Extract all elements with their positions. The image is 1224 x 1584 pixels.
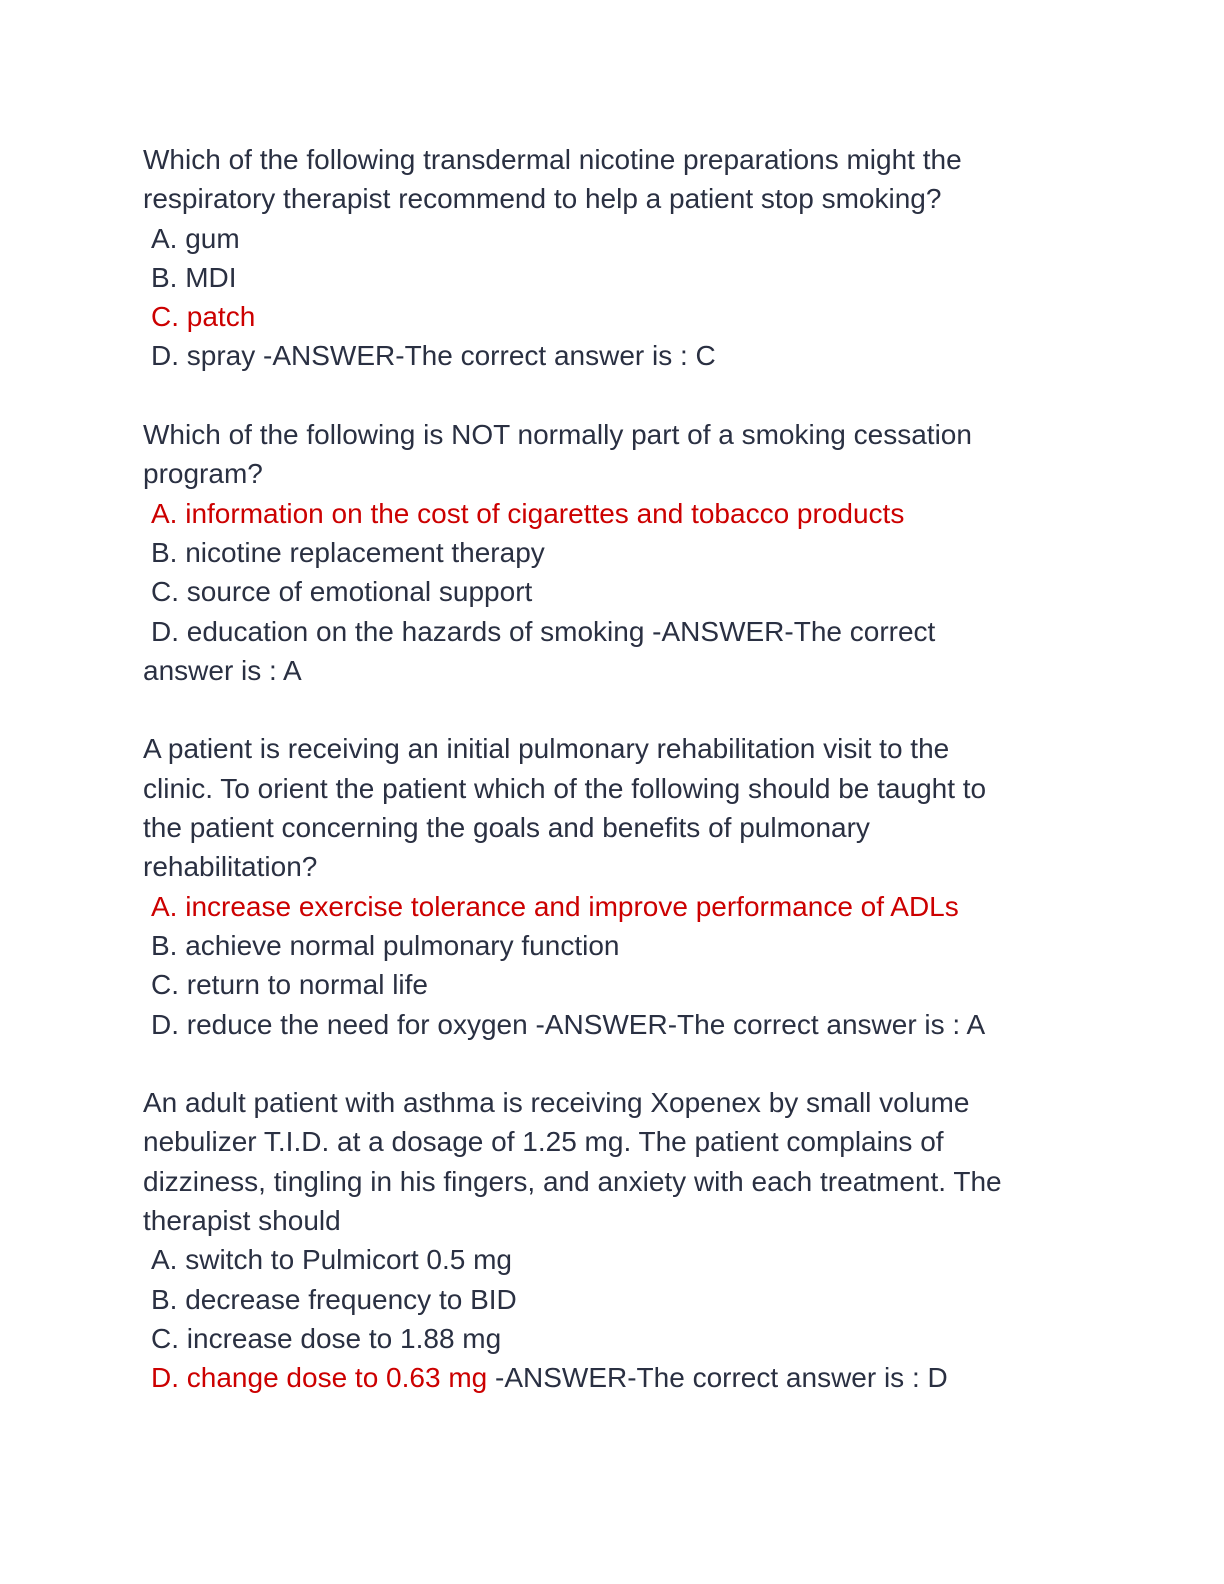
answer-option bbox=[143, 1319, 1103, 1358]
answer-option bbox=[143, 533, 1103, 572]
option-text: D. spray bbox=[151, 340, 256, 372]
answer-option bbox=[143, 297, 1103, 336]
question-block bbox=[143, 415, 1103, 690]
answer-option bbox=[143, 1358, 1103, 1397]
question-stem-line: Which of the following transdermal nicotine preparations might the bbox=[143, 144, 962, 175]
option-text: A. switch to Pulmicort 0.5 mg bbox=[151, 1244, 513, 1276]
option-text: C. increase dose to 1.88 mg bbox=[151, 1322, 502, 1354]
blank-line bbox=[143, 690, 1103, 729]
question-stem-line: therapist should bbox=[143, 1205, 341, 1237]
answer-key-text: -ANSWER-The correct answer is : D bbox=[487, 1362, 948, 1394]
answer-option bbox=[143, 887, 1103, 926]
correct-option-text: A. information on the cost of cigarettes and tobacco products bbox=[151, 497, 905, 529]
answer-option bbox=[143, 1280, 1103, 1319]
answer-option bbox=[143, 219, 1103, 258]
option-text: B. nicotine replacement therapy bbox=[151, 536, 545, 568]
answer-option bbox=[143, 1005, 1103, 1044]
option-text: B. decrease frequency to BID bbox=[151, 1283, 517, 1315]
correct-option-text: D. change dose to 0.63 mg bbox=[151, 1362, 488, 1394]
question-stem-line: An adult patient with asthma is receiving Xopenex by small volume bbox=[143, 1087, 970, 1119]
question-block bbox=[143, 1083, 1103, 1397]
question-block bbox=[143, 729, 1103, 1043]
question-stem-line: A patient is receiving an initial pulmonary rehabilitation visit to the bbox=[143, 733, 950, 765]
question-block bbox=[143, 140, 1103, 376]
answer-option bbox=[143, 965, 1103, 1004]
answer-option bbox=[143, 336, 1103, 375]
correct-option-text: C. patch bbox=[151, 301, 256, 333]
option-text: B. achieve normal pulmonary function bbox=[151, 929, 620, 961]
question-stem-line: nebulizer T.I.D. at a dosage of 1.25 mg. The patient complains of bbox=[143, 1126, 944, 1158]
answer-option bbox=[143, 258, 1103, 297]
option-text: A. gum bbox=[151, 222, 240, 254]
option-text: D. education on the hazards of smoking bbox=[151, 615, 645, 647]
blank-line bbox=[143, 376, 1103, 415]
document-page bbox=[143, 140, 1103, 1398]
option-text: D. reduce the need for oxygen bbox=[151, 1008, 528, 1040]
answer-key-text: -ANSWER-The correct answer is : C bbox=[255, 340, 716, 372]
answer-option bbox=[143, 494, 1103, 533]
answer-option bbox=[143, 1240, 1103, 1279]
blank-line bbox=[143, 1044, 1103, 1083]
answer-option bbox=[143, 612, 1103, 651]
question-stem-line: the patient concerning the goals and benefits of pulmonary bbox=[143, 812, 870, 844]
option-text: B. MDI bbox=[151, 261, 237, 293]
question-stem-line: program? bbox=[143, 458, 263, 490]
option-text: C. return to normal life bbox=[151, 969, 428, 1001]
answer-option bbox=[143, 926, 1103, 965]
question-stem-line: clinic. To orient the patient which of the following should be taught to bbox=[143, 772, 987, 804]
answer-key-text: -ANSWER-The correct answer is : A bbox=[527, 1008, 986, 1040]
question-stem-line: Which of the following is NOT normally part of a smoking cessation bbox=[143, 419, 972, 451]
question-stem-line: respiratory therapist recommend to help a patient stop smoking? bbox=[143, 183, 942, 215]
question-stem-line: rehabilitation? bbox=[143, 851, 318, 883]
answer-key-text: -ANSWER-The correct bbox=[644, 615, 936, 647]
answer-key-continued: answer is : A bbox=[143, 654, 302, 686]
correct-option-text: A. increase exercise tolerance and improve performance of ADLs bbox=[151, 890, 959, 922]
option-text: C. source of emotional support bbox=[151, 576, 533, 608]
question-stem-line: dizziness, tingling in his fingers, and anxiety with each treatment. The bbox=[143, 1165, 1002, 1197]
answer-option bbox=[143, 572, 1103, 611]
